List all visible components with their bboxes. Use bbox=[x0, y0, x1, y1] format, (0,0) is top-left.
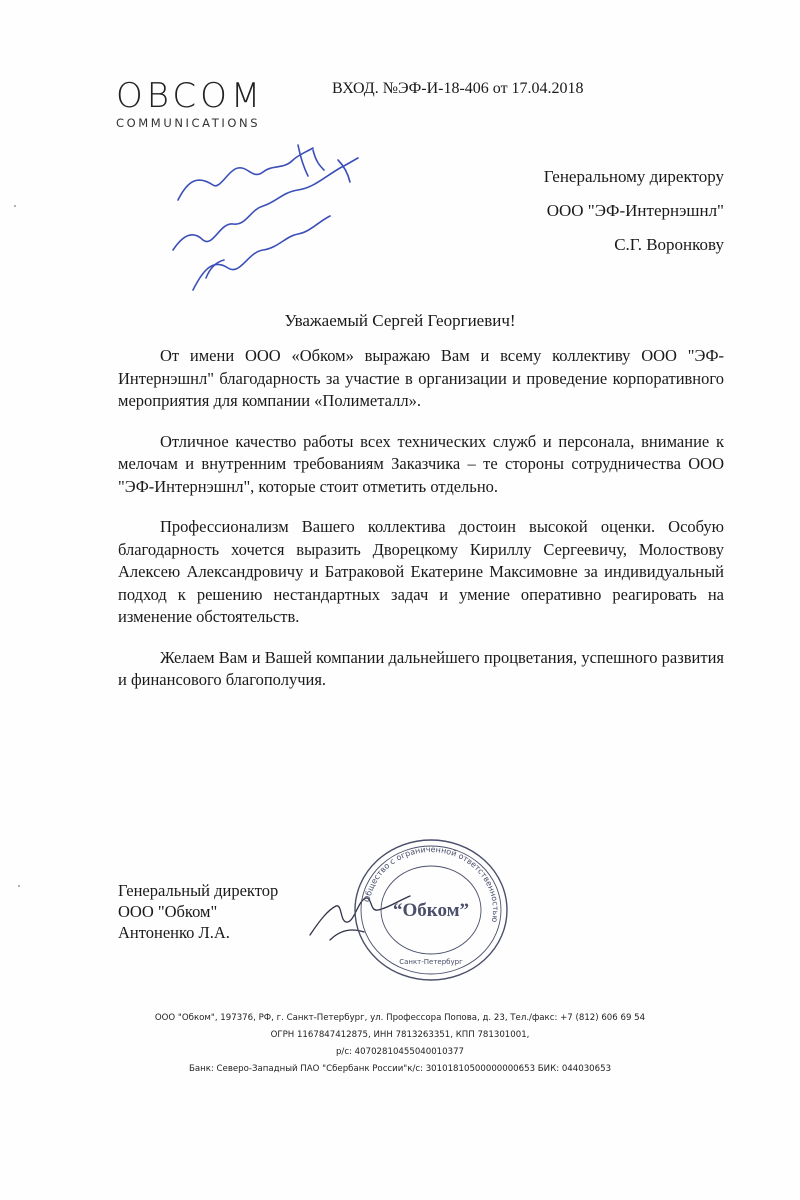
footer-address: ООО "Обком", 197376, РФ, г. Санкт-Петербург, ул. Профессора Попова, д. 23, Тел./факс: +7 (812) 606 69 54 bbox=[154, 1013, 646, 1023]
footer-bank: Банк: Северо-Западный ПАО "Сбербанк России"к/с: 30101810500000000653 БИК: 044030653 bbox=[188, 1064, 612, 1074]
signer-name: Антоненко Л.А. bbox=[118, 923, 230, 942]
letter-greeting: Уважаемый Сергей Георгиевич! bbox=[284, 311, 516, 330]
addressee-block bbox=[544, 160, 724, 262]
body-paragraph: От имени ООО «Обком» выражаю Вам и всему коллективу ООО "ЭФ-Интернэшнл" благодарность за участие в организации и проведение корпоративного мероприятия для компании «Полиметалл». bbox=[118, 346, 724, 410]
handwritten-resolution bbox=[158, 140, 368, 300]
signature-block bbox=[118, 880, 278, 943]
scan-mark bbox=[14, 205, 16, 207]
footer-requisites bbox=[0, 1010, 800, 1078]
addressee-name: С.Г. Воронкову bbox=[614, 235, 724, 254]
incoming-reference: ВХОД. №ЭФ-И-18-406 от 17.04.2018 bbox=[332, 80, 584, 97]
logo-wordmark: OBCOM bbox=[116, 76, 265, 116]
company-seal bbox=[350, 836, 512, 984]
signer-company: ООО "Обком" bbox=[118, 902, 218, 921]
company-logo bbox=[116, 78, 264, 130]
signer-title: Генеральный директор bbox=[118, 881, 279, 900]
body-paragraph: Желаем Вам и Вашей компании дальнейшего процветания, успешного развития и финансового благополучия. bbox=[118, 647, 724, 689]
seal-center-text: “Обком” bbox=[392, 900, 470, 921]
footer-registration: ОГРН 1167847412875, ИНН 7813263351, КПП 781301001, bbox=[270, 1030, 530, 1040]
letter-body bbox=[118, 345, 724, 710]
body-paragraph: Профессионализм Вашего коллектива достоин высокой оценки. Особую благодарность хочется выразить Дворецкому Кириллу Сергеевичу, Молоствову Алексею Александровичу и Батраковой Екатерине Максимовне за индивидуальный подход к решению нестандартных задач и умение оперативно реагировать на изменение обстоятельств. bbox=[118, 517, 724, 626]
scan-mark bbox=[18, 885, 20, 887]
footer-account: р/с: 40702810455040010377 bbox=[335, 1047, 465, 1057]
addressee-position: Генеральному директору bbox=[543, 167, 724, 186]
body-paragraph: Отличное качество работы всех технических служб и персонала, внимание к мелочам и внутренним требованиям Заказчика – те стороны сотрудничества ООО "ЭФ-Интернэшнл", которые стоит отметить отдельно. bbox=[118, 431, 724, 496]
seal-ring-text: Общество с ограниченной ответственностью bbox=[362, 844, 501, 924]
seal-city-text: Санкт-Петербург bbox=[399, 958, 463, 966]
addressee-company: ООО "ЭФ-Интернэшнл" bbox=[546, 201, 724, 220]
logo-subtitle: COMMUNICATIONS bbox=[116, 116, 261, 130]
